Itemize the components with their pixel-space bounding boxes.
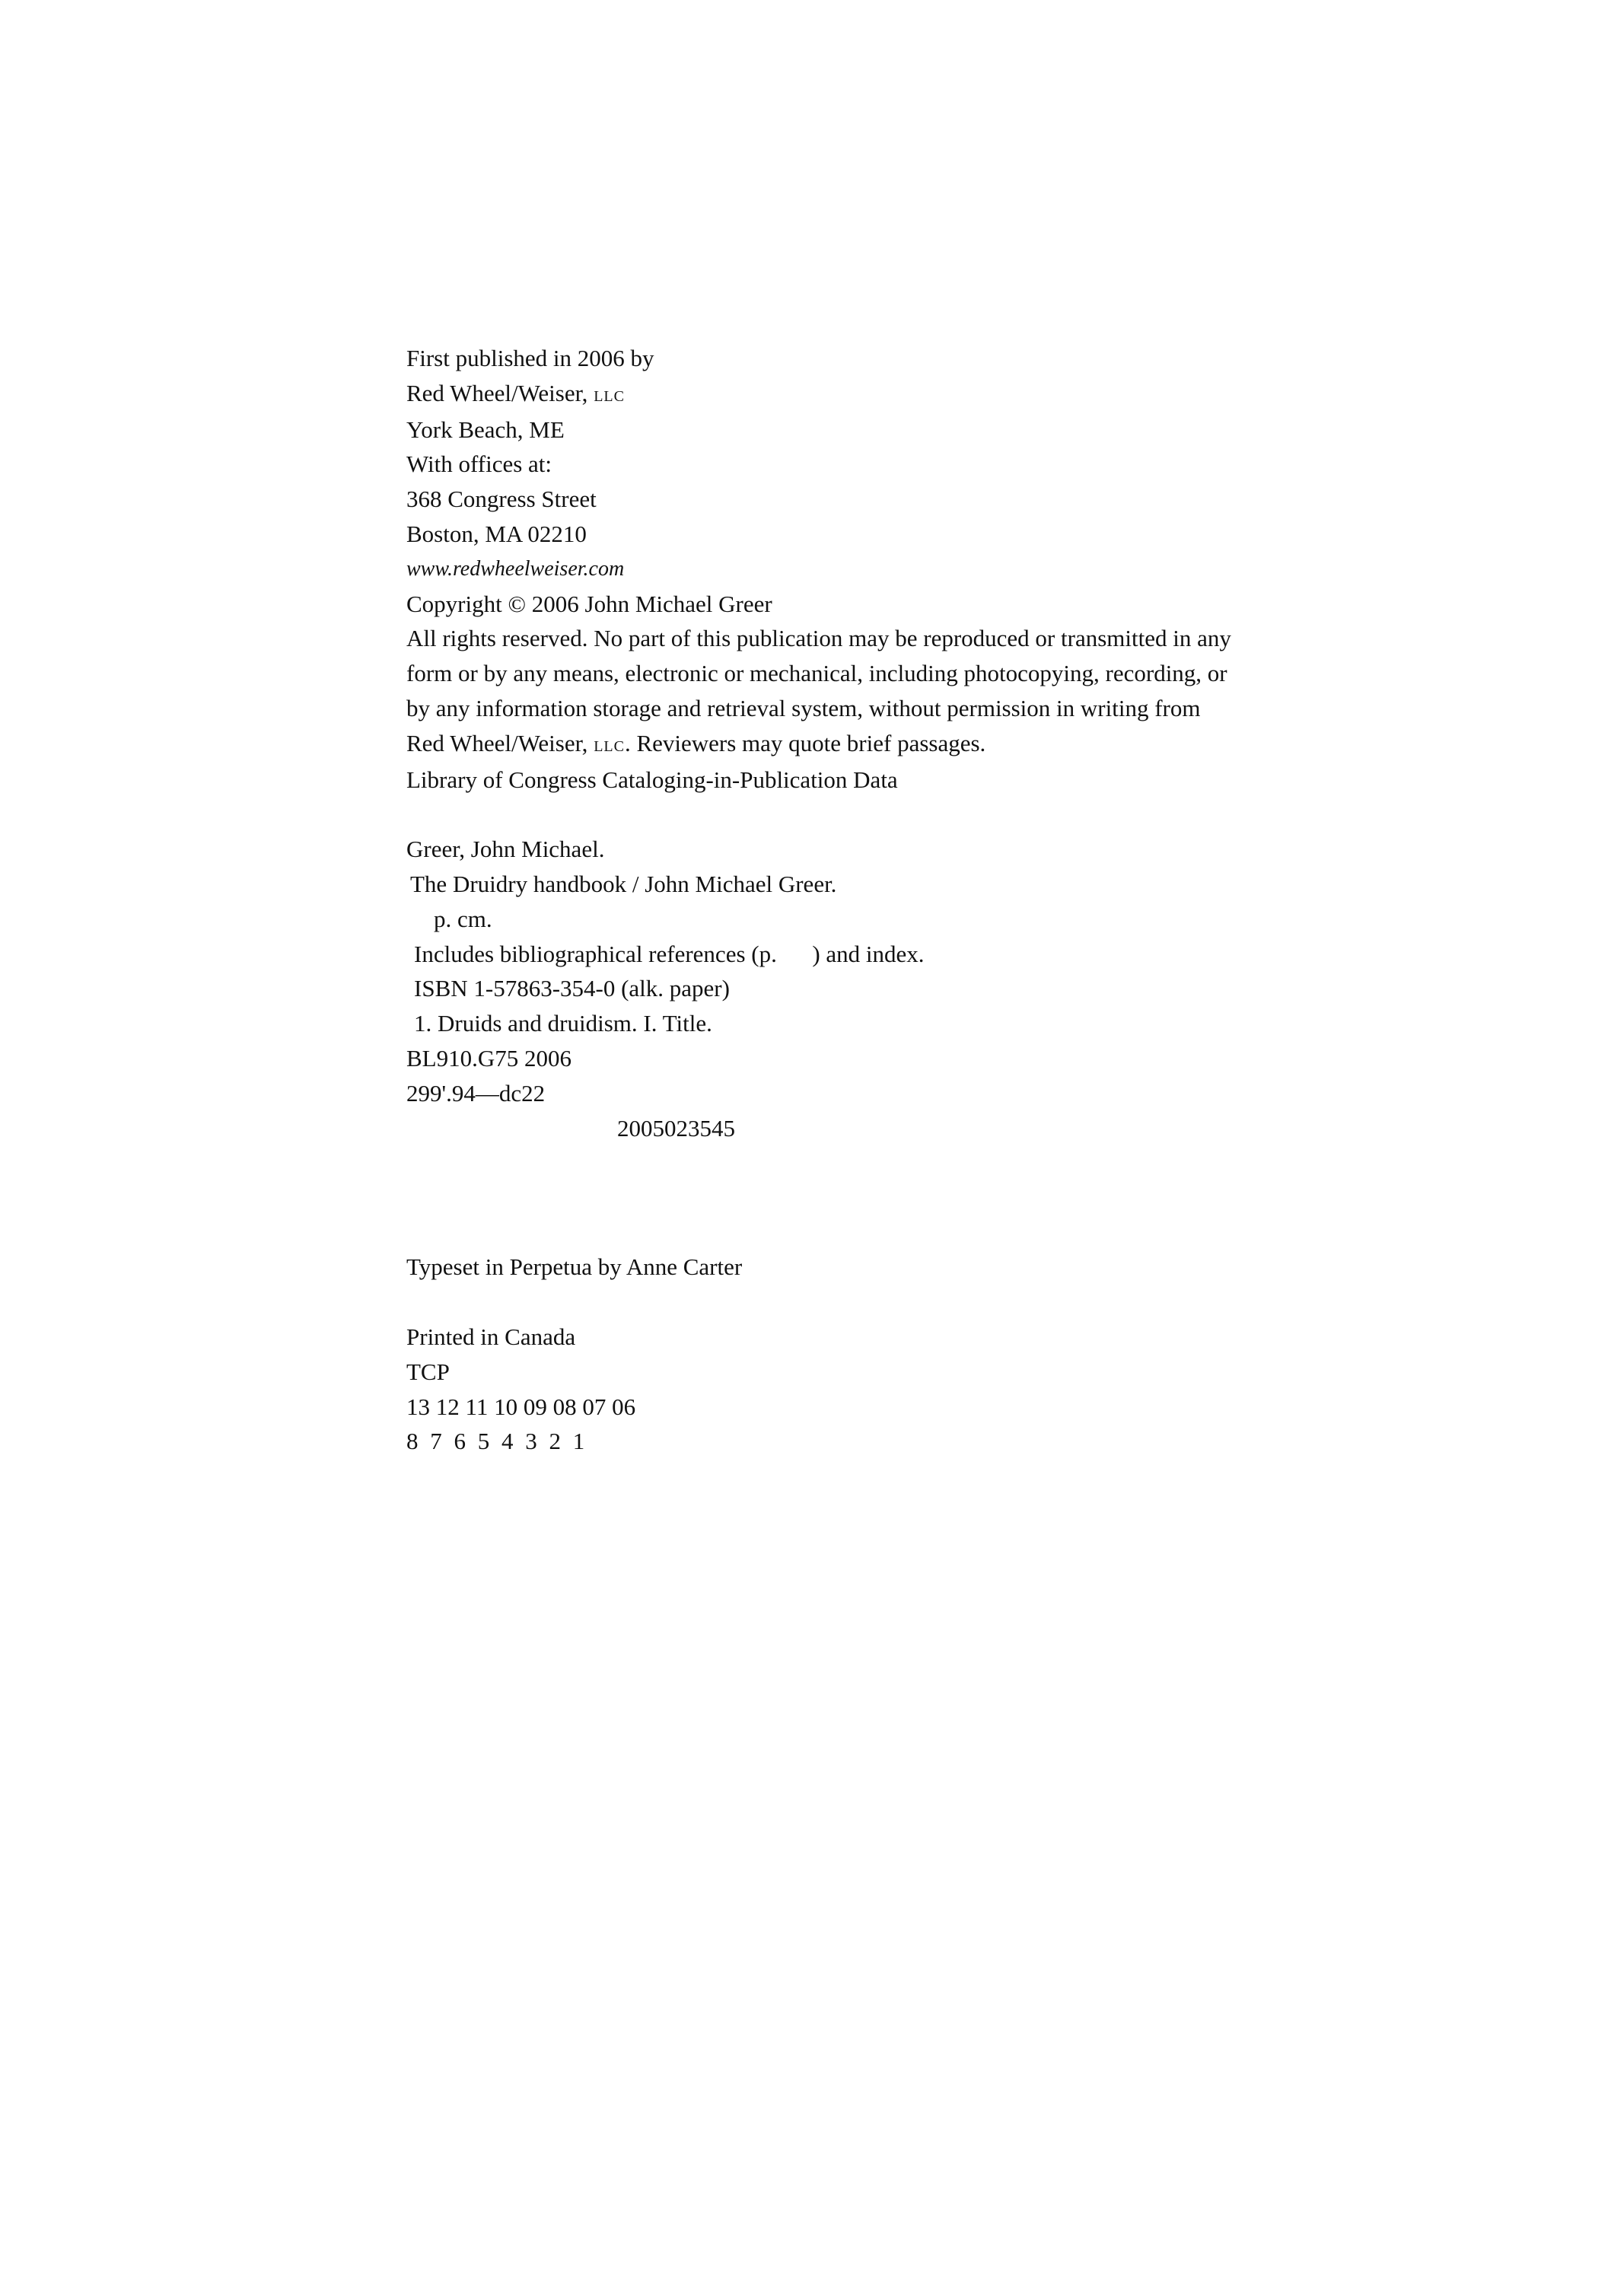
year-line: 13 12 11 10 09 08 07 06 xyxy=(406,1393,636,1420)
copyright-notice: Copyright © 2006 John Michael Greer xyxy=(406,590,772,617)
publisher-suffix: llc xyxy=(594,382,625,406)
rights-line-3: by any information storage and retrieval system, without permission in writing from xyxy=(406,694,1201,721)
cip-title: The Druidry handbook / John Michael Greer. xyxy=(410,870,837,897)
cip-author: Greer, John Michael. xyxy=(406,836,605,863)
print-line: 8 7 6 5 4 3 2 1 xyxy=(406,1428,588,1455)
cip-dewey: 299'.94—dc22 xyxy=(406,1079,546,1107)
rights-line-1: All rights reserved. No part of this publication may be reproduced or transmitted in any xyxy=(406,625,1231,652)
rights-line-2: form or by any means, electronic or mechanical, including photocopying, recording, or xyxy=(406,660,1227,687)
publisher-name: Red Wheel/Weiser, xyxy=(406,379,588,406)
cip-includes: Includes bibliographical references (p. ) and index. xyxy=(414,940,925,967)
city-address: Boston, MA 02210 xyxy=(406,520,587,547)
first-published-line: First published in 2006 by xyxy=(406,345,654,371)
publisher-line xyxy=(406,376,1396,412)
cip-heading: Library of Congress Cataloging-in-Publication Data xyxy=(406,766,898,793)
printer-code: TCP xyxy=(406,1358,450,1385)
cip-lccn: 2005023545 xyxy=(617,1114,735,1142)
cip-subjects: 1. Druids and druidism. I. Title. xyxy=(414,1010,712,1037)
spacer xyxy=(406,1285,1396,1320)
offices-label: With offices at: xyxy=(406,451,552,478)
cip-lc-class: BL910.G75 2006 xyxy=(406,1044,571,1072)
cip-pages: p. cm. xyxy=(434,905,492,932)
publisher-website: www.redwheelweiser.com xyxy=(406,556,625,581)
rights-last-suffix: . Reviewers may quote brief passages. xyxy=(624,729,986,756)
rights-line-4 xyxy=(406,726,1396,763)
cip-isbn: ISBN 1-57863-354-0 (alk. paper) xyxy=(414,975,730,1002)
copyright-text-block xyxy=(406,341,1396,1459)
spacer xyxy=(406,1145,1396,1250)
rights-last-suffix-sc: llc xyxy=(594,732,625,756)
printed-in: Printed in Canada xyxy=(406,1323,576,1350)
rights-last-prefix: Red Wheel/Weiser, xyxy=(406,729,588,756)
spacer xyxy=(406,797,1396,832)
street-address: 368 Congress Street xyxy=(406,486,597,513)
typeset-credit: Typeset in Perpetua by Anne Carter xyxy=(406,1253,743,1281)
publisher-location: York Beach, ME xyxy=(406,416,565,443)
